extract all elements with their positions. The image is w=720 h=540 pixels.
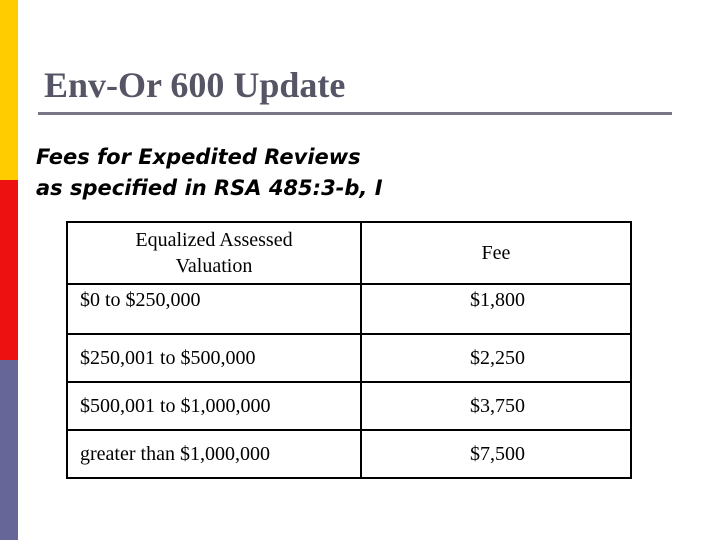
fee-cell: $7,500 [361, 430, 631, 478]
fee-cell: $3,750 [361, 382, 631, 430]
accent-bar-yellow [0, 0, 18, 180]
table-row [67, 284, 631, 334]
accent-bar-red [0, 180, 18, 360]
header-valuation-line-2: Valuation [175, 255, 253, 277]
fee-table [66, 221, 632, 479]
header-fee: Fee [361, 222, 631, 284]
table-row [67, 382, 631, 430]
fee-cell: $2,250 [361, 334, 631, 382]
valuation-cell: $0 to $250,000 [67, 284, 361, 334]
valuation-cell: $500,001 to $1,000,000 [67, 382, 361, 430]
valuation-cell: $250,001 to $500,000 [67, 334, 361, 382]
fee-cell: $1,800 [361, 284, 631, 334]
subtitle-line-2: as specified in RSA 485:3-b, I [36, 176, 383, 200]
accent-bar-purple [0, 360, 18, 540]
header-valuation [67, 222, 361, 284]
table-header-row [67, 222, 631, 284]
table-row [67, 334, 631, 382]
slide-subtitle [36, 142, 383, 204]
subtitle-line-1: Fees for Expedited Reviews [36, 145, 361, 169]
title-underline [38, 112, 672, 115]
slide-title: Env-Or 600 Update [44, 65, 346, 105]
header-valuation-line-1: Equalized Assessed [135, 229, 293, 251]
valuation-cell: greater than $1,000,000 [67, 430, 361, 478]
table-row [67, 430, 631, 478]
